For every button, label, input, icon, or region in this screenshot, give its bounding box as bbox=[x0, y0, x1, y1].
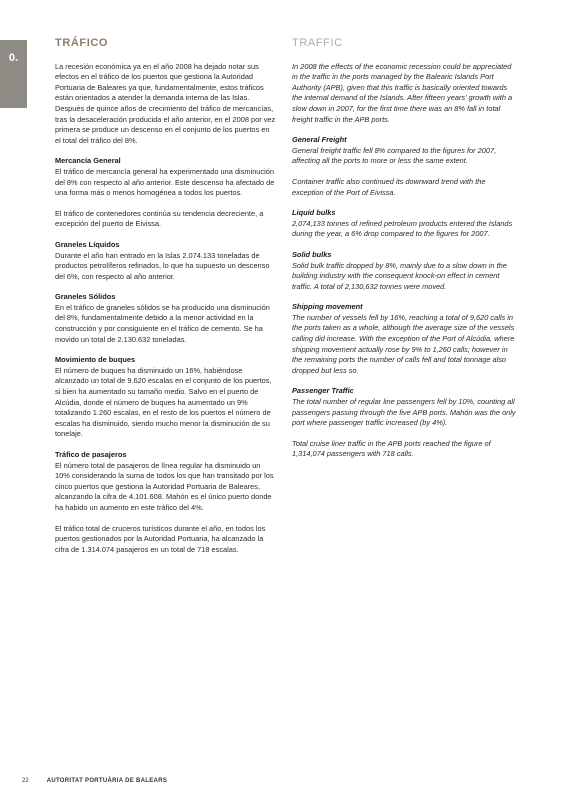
english-intro: In 2008 the effects of the economic recession could be appreciated in the traffic in the ports managed by the Balearic Islands Port Authority (APB), given that this traffic is basically oriented towards the internal demand of the Islands. After fifteen years' growth with a slow down in 2007, for the first time there was an 8% fall in total freight traffic in the APB ports. bbox=[292, 61, 513, 124]
spanish-paragraph: El número de buques ha disminuido un 16%, habiéndose alcanzado un total de 9.620 escalas en el conjunto de los puertos, si bien ha aumentado su tamaño medio. Salvo en el puerto de Alcúdia, donde el número de buques ha aumentado un 9% totalizando 1.260 escalas, en el resto de los puertos el número de escalas ha disminuido, siendo mucho menor la disminución de su tonelaje. bbox=[55, 365, 272, 439]
english-paragraph: 2,074,133 tonnes of refined petroleum products entered the Islands during the year, a 6% drop compared to the figures for 2007. bbox=[292, 218, 513, 239]
spanish-heading-pasajeros: Tráfico de pasajeros bbox=[55, 450, 127, 459]
english-heading-passenger: Passenger Traffic bbox=[292, 386, 354, 396]
spanish-heading-buques: Movimiento de buques bbox=[55, 355, 136, 365]
english-paragraph: General freight traffic fell 8% compared to the figures for 2007, affecting all the ports to more or less the same extent. bbox=[292, 145, 497, 166]
section-tab bbox=[0, 40, 27, 108]
spanish-heading-liquidos: Graneles Líquidos bbox=[55, 239, 120, 249]
page-number: 22 bbox=[22, 778, 29, 784]
spanish-paragraph: En el tráfico de graneles sólidos se ha producido una disminución del 8%, fundamentalmente debido a la menor actividad en la construcción y por consiguiente en el tráfico de cemento. Se ha movido un total de 2.130.632 toneladas. bbox=[55, 302, 270, 344]
spanish-paragraph: El tráfico de mercancía general ha experimentado una disminución del 8% con respecto al año anterior. Este descenso ha afectado de una forma más o menos homogénea a todos los puertos. bbox=[55, 166, 275, 198]
spanish-heading-mercancia: Mercancía General bbox=[55, 156, 121, 166]
spanish-paragraph: Durante el año han entrado en la Islas 2.074.133 toneladas de productos petrolíferos refinados, lo que ha supuesto un descenso del 6%, con respecto al año anterior. bbox=[55, 250, 270, 281]
spanish-column bbox=[55, 38, 277, 565]
english-title: TRAFFIC bbox=[292, 37, 343, 49]
english-paragraph: Solid bulk traffic dropped by 8%, mainly due to a slow down in the building industry with the consequent knock-on effect in cement traffic. A total of 2,130,632 tonnes were moved. bbox=[292, 260, 507, 291]
spanish-intro: La recesión económica ya en el año 2008 ha dejado notar sus efectos en el tráfico de los puertos que gestiona la Autoridad Portuaria de Baleares ya que, fundamentalmente, estos tráficos están orientados a atender la demanda interna de las Islas. Después de quince años de crecimiento del tráfico de mercancías, tras la desaceleración producida el año anterior, en el 2008 por vez primera se produce un descenso en el conjunto de los puertos en el total del tráfico del 8%. bbox=[55, 61, 276, 145]
english-heading-shipping: Shipping movement bbox=[292, 302, 363, 312]
english-column bbox=[292, 38, 518, 470]
section-number: 0. bbox=[8, 52, 19, 64]
english-heading-solid-bulks: Solid bulks bbox=[292, 249, 332, 259]
spanish-paragraph: El tráfico total de cruceros turísticos durante el año, en todos los puertos gestionados por la Autoridad Portuaria, ha alcanzado la cifra de 1.314.074 pasajeros en un total de 718 escalas. bbox=[55, 523, 266, 554]
english-paragraph: Container traffic also continued its downward trend with the exception of the Port of Eivissa. bbox=[292, 176, 486, 197]
spanish-paragraph: El número total de pasajeros de línea regular ha disminuido un 10% considerando la suma de todos los que han transitado por los cinco puertos que gestiona la Autoridad Portuaria de Baleares, alcanzando la cifra de 4.101.608. Mahón es el único puerto donde ha habido un aumento en este tráfico del 4%. bbox=[55, 460, 274, 512]
page-footer bbox=[22, 778, 167, 784]
english-paragraph: Total cruise liner traffic in the APB ports reached the figure of 1,314,074 passengers with 718 calls. bbox=[292, 438, 491, 459]
footer-organization: AUTORITAT PORTUÀRIA DE BALEARS bbox=[46, 778, 168, 784]
english-heading-general-freight: General Freight bbox=[292, 135, 347, 145]
english-heading-liquid-bulks: Liquid bulks bbox=[292, 208, 336, 218]
spanish-title: TRÁFICO bbox=[55, 37, 109, 49]
spanish-heading-solidos: Graneles Sólidos bbox=[55, 292, 116, 302]
english-paragraph: The total number of regular line passengers fell by 10%, counting all passengers passing through the five APB ports. Mahón was the only port where passenger traffic increased (by 4%). bbox=[292, 397, 516, 428]
english-paragraph: The number of vessels fell by 16%, reaching a total of 9,620 calls in the ports taken as a whole, although the average size of the vessels calling did increase. With the exception of the Port of Alcúdia, where shipping movement actually rose by 9% to 1,260 calls; however in the remaining ports the number of calls fell and total tonnage also dropped but less so. bbox=[292, 312, 515, 375]
spanish-paragraph: El tráfico de contenedores continúa su tendencia decreciente, a excepción del puerto de Eivissa. bbox=[55, 208, 264, 229]
